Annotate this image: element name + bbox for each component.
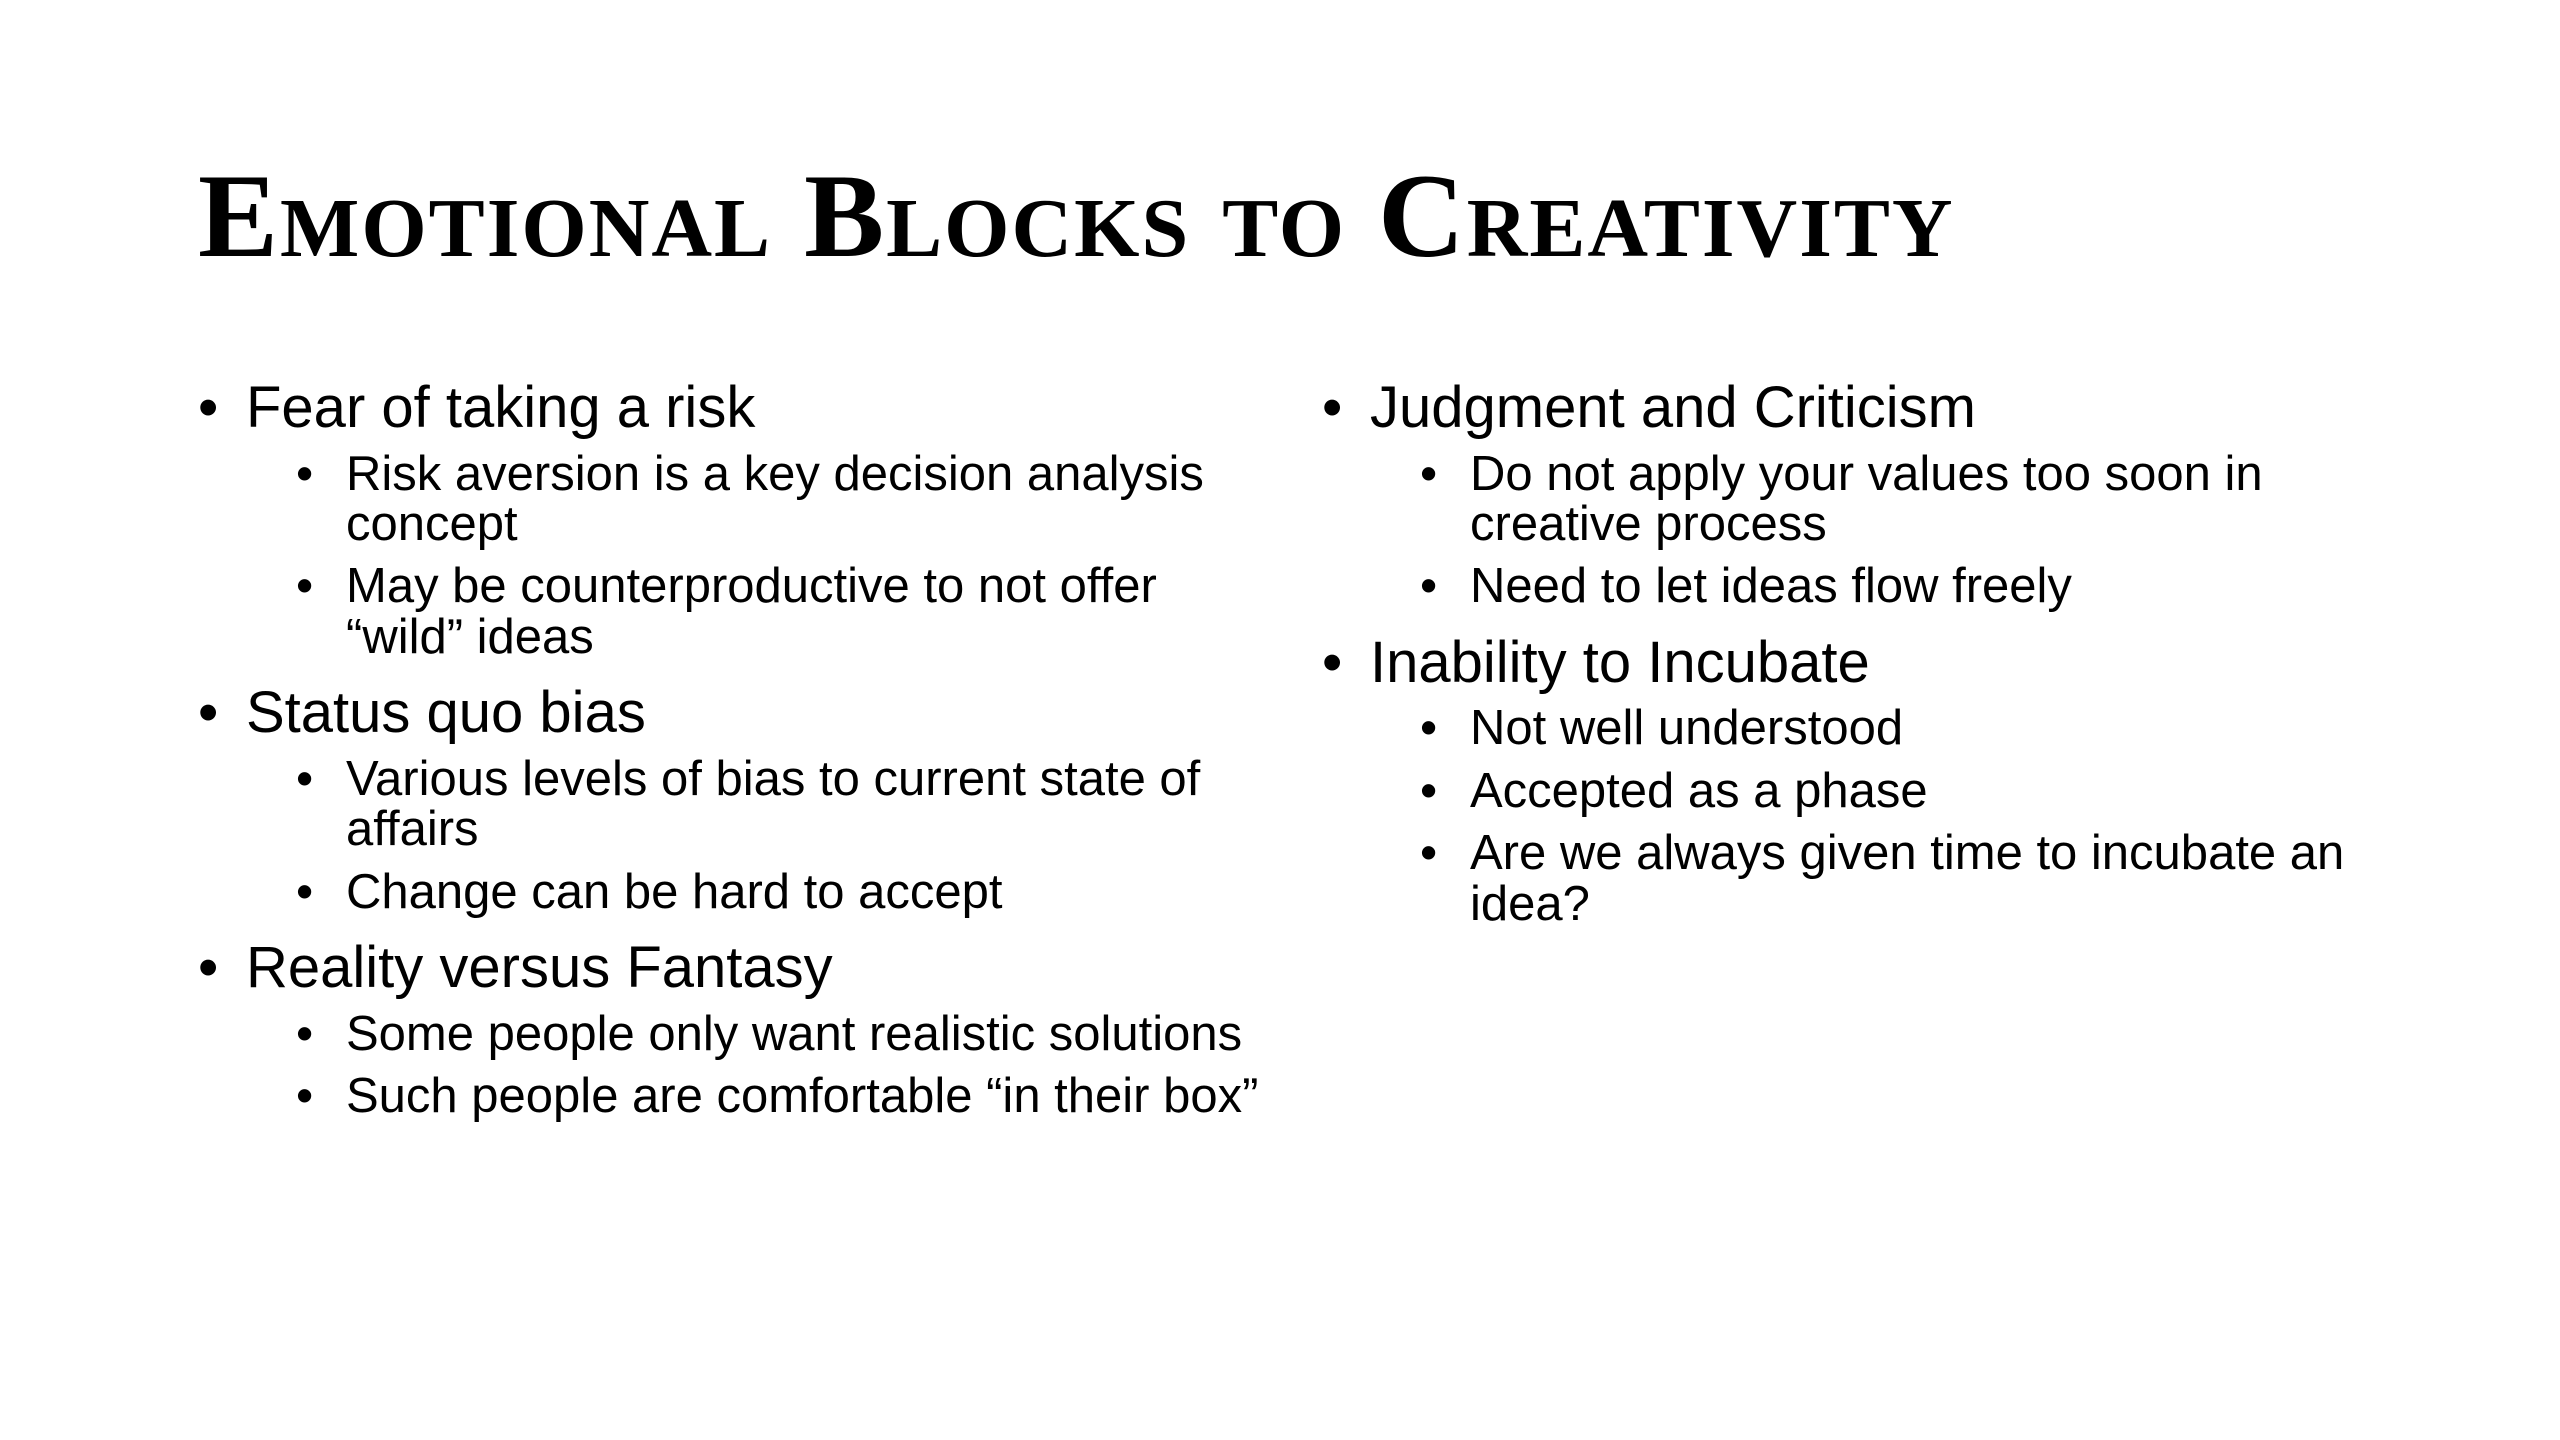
sub-bullet-item bbox=[296, 446, 1278, 551]
sub-bullet-item bbox=[1420, 559, 2432, 614]
sub-bullet-list bbox=[246, 446, 1278, 664]
sub-bullet-text: • Are we always given time to incubate an idea? bbox=[1470, 826, 2345, 931]
sub-bullet-text: • Do not apply your values too soon in creative process bbox=[1470, 446, 2263, 551]
sub-bullet-text: • Some people only want realistic solutions bbox=[346, 1006, 1243, 1061]
sub-bullet-text: • Various levels of bias to current state of affairs bbox=[346, 751, 1201, 857]
sub-bullet-item bbox=[296, 1069, 1278, 1124]
slide-title: Emotional Blocks to Creativity bbox=[198, 149, 1955, 282]
sub-bullet-item bbox=[296, 864, 1278, 919]
sub-bullet-text: • Not well understood bbox=[1470, 701, 1904, 756]
sub-bullet-item bbox=[296, 751, 1278, 857]
sub-bullet-item bbox=[296, 1006, 1278, 1061]
sub-bullet-item bbox=[1420, 701, 2432, 756]
sub-bullet-list bbox=[1370, 703, 2432, 929]
sub-bullet-text: • Accepted as a phase bbox=[1470, 763, 1928, 818]
left-column bbox=[198, 375, 1278, 1140]
bullet-item bbox=[198, 935, 1278, 1124]
bullet-heading: • Status quo bias bbox=[246, 680, 646, 746]
bullet-item bbox=[1322, 375, 2432, 612]
bullet-item bbox=[198, 680, 1278, 917]
bullet-list-left bbox=[198, 375, 1278, 1122]
sub-bullet-text: • Need to let ideas flow freely bbox=[1470, 559, 2072, 614]
bullet-list-right bbox=[1322, 375, 2432, 929]
sub-bullet-text: • Change can be hard to accept bbox=[346, 864, 1003, 919]
bullet-heading: • Fear of taking a risk bbox=[246, 375, 756, 440]
sub-bullet-list bbox=[1370, 446, 2432, 614]
bullet-heading: • Judgment and Criticism bbox=[1370, 375, 1976, 440]
sub-bullet-text: • Risk aversion is a key decision analysis concept bbox=[346, 446, 1204, 551]
right-column bbox=[1322, 375, 2432, 947]
bullet-heading: • Reality versus Fantasy bbox=[246, 935, 833, 1001]
sub-bullet-list bbox=[246, 751, 1278, 919]
sub-bullet-list bbox=[246, 1006, 1278, 1124]
sub-bullet-item bbox=[1420, 446, 2432, 551]
sub-bullet-item bbox=[1420, 763, 2432, 818]
bullet-item bbox=[198, 375, 1278, 662]
sub-bullet-text: • May be counterproductive to not offer “wild” ideas bbox=[346, 559, 1157, 664]
bullet-item bbox=[1322, 630, 2432, 929]
bullet-heading: • Inability to Incubate bbox=[1370, 629, 1870, 695]
sub-bullet-text: • Such people are comfortable “in their box” bbox=[346, 1069, 1259, 1124]
sub-bullet-item bbox=[1420, 828, 2432, 929]
sub-bullet-item bbox=[296, 561, 1278, 662]
